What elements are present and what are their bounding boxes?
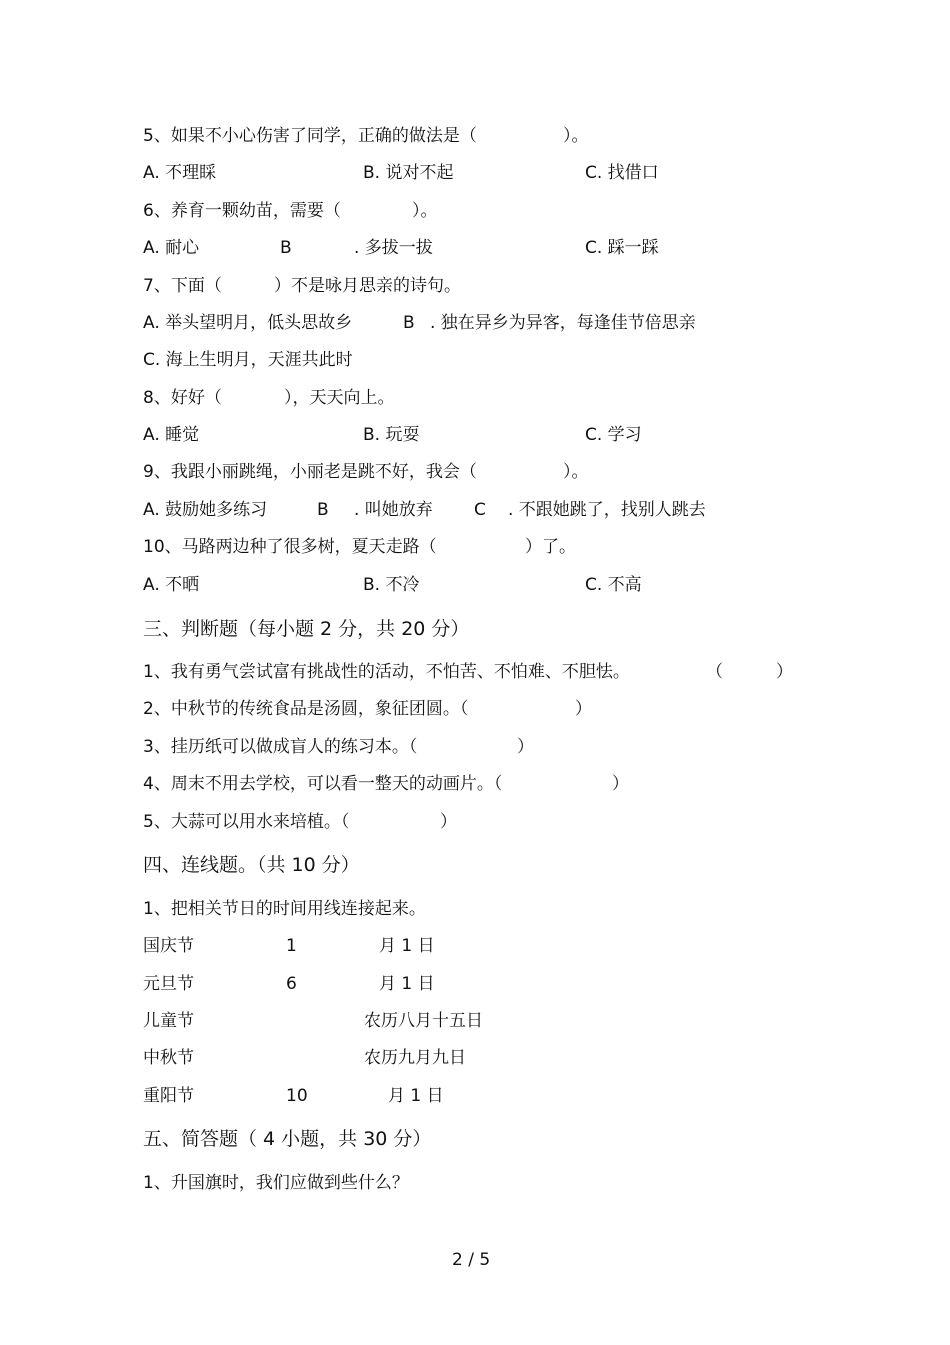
date-1-num: 1 bbox=[286, 936, 297, 956]
q5-option-c: C. 找借口 bbox=[585, 163, 659, 183]
q5-stem: 5、如果不小心伤害了同学，正确的做法是（ bbox=[143, 126, 477, 146]
q9-option-b-letter: B bbox=[317, 500, 329, 520]
q8-option-b: B. 玩耍 bbox=[363, 425, 420, 445]
page-number: 2 / 5 bbox=[452, 1250, 491, 1270]
date-5-rest: 月 1 日 bbox=[388, 1086, 444, 1106]
q10-option-b: B. 不冷 bbox=[363, 575, 420, 595]
date-3-rest: 农历八月十五日 bbox=[364, 1011, 483, 1031]
q8-close: ），天天向上。 bbox=[284, 388, 395, 408]
judge-item-5: 5、大蒜可以用水来培植。（ bbox=[143, 812, 350, 832]
date-2-rest: 月 1 日 bbox=[379, 974, 435, 994]
q6-option-a: A. 耐心 bbox=[143, 238, 200, 258]
section3-heading: 三、判断题（每小题 2 分，共 20 分） bbox=[143, 618, 470, 640]
q7-option-b-letter: B bbox=[403, 313, 415, 333]
q5-option-a: A. 不理睬 bbox=[143, 163, 217, 183]
q7-option-c: C. 海上生明月，天涯共此时 bbox=[143, 350, 353, 370]
section4-heading: 四、连线题。（共 10 分） bbox=[143, 854, 360, 876]
q7-close: ）不是咏月思亲的诗句。 bbox=[274, 276, 461, 296]
festival-national-day: 国庆节 bbox=[143, 936, 194, 956]
q9-option-c-letter: C bbox=[474, 500, 486, 520]
q9-close: ）。 bbox=[563, 462, 589, 482]
q7-option-b-text: . 独在异乡为异客，每逢佳节倍思亲 bbox=[430, 313, 696, 333]
judge-item-1-close: ） bbox=[776, 662, 793, 682]
date-1-rest: 月 1 日 bbox=[379, 936, 435, 956]
judge-item-1-open: （ bbox=[706, 662, 723, 682]
q6-option-b-text: . 多拔一拔 bbox=[354, 238, 433, 258]
short-answer-q1: 1、升国旗时，我们应做到些什么？ bbox=[143, 1173, 409, 1193]
judge-item-4: 4、周末不用去学校，可以看一整天的动画片。（ bbox=[143, 774, 503, 794]
q9-option-b-text: . 叫她放弃 bbox=[354, 500, 433, 520]
section5-heading: 五、简答题（ 4 小题，共 30 分） bbox=[143, 1128, 432, 1150]
q8-option-c: C. 学习 bbox=[585, 425, 642, 445]
q8-option-a: A. 睡觉 bbox=[143, 425, 200, 445]
judge-item-2: 2、中秋节的传统食品是汤圆，象征团圆。（ bbox=[143, 699, 469, 719]
festival-double-ninth: 重阳节 bbox=[143, 1086, 194, 1106]
q5-option-b: B. 说对不起 bbox=[363, 163, 454, 183]
q7-stem: 7、下面（ bbox=[143, 276, 222, 296]
matching-instruction: 1、把相关节日的时间用线连接起来。 bbox=[143, 899, 426, 919]
judge-item-3-close: ） bbox=[517, 737, 534, 757]
q6-option-c: C. 踩一踩 bbox=[585, 238, 659, 258]
q9-option-c-text: . 不跟她跳了，找别人跳去 bbox=[508, 500, 706, 520]
festival-mid-autumn: 中秋节 bbox=[143, 1048, 194, 1068]
q6-stem: 6、养育一颗幼苗，需要（ bbox=[143, 201, 341, 221]
q6-option-b-letter: B bbox=[280, 238, 292, 258]
judge-item-4-close: ） bbox=[612, 774, 629, 794]
q10-close: ）了。 bbox=[525, 537, 576, 557]
q10-option-a: A. 不晒 bbox=[143, 575, 200, 595]
q10-option-c: C. 不高 bbox=[585, 575, 642, 595]
q9-stem: 9、我跟小丽跳绳，小丽老是跳不好，我会（ bbox=[143, 462, 477, 482]
q8-stem: 8、好好（ bbox=[143, 388, 222, 408]
judge-item-2-close: ） bbox=[575, 699, 592, 719]
judge-item-1: 1、我有勇气尝试富有挑战性的活动，不怕苦、不怕难、不胆怯。 bbox=[143, 662, 630, 682]
date-5-num: 10 bbox=[286, 1086, 308, 1106]
judge-item-3: 3、挂历纸可以做成盲人的练习本。（ bbox=[143, 737, 418, 757]
q9-option-a: A. 鼓励她多练习 bbox=[143, 500, 268, 520]
q5-close: ）。 bbox=[563, 126, 589, 146]
q10-stem: 10、马路两边种了很多树，夏天走路（ bbox=[143, 537, 437, 557]
date-4-rest: 农历九月九日 bbox=[364, 1048, 466, 1068]
festival-new-year: 元旦节 bbox=[143, 974, 194, 994]
date-2-num: 6 bbox=[286, 974, 297, 994]
q7-option-a: A. 举头望明月，低头思故乡 bbox=[143, 313, 353, 333]
festival-childrens-day: 儿童节 bbox=[143, 1011, 194, 1031]
judge-item-5-close: ） bbox=[440, 812, 457, 832]
q6-close: ）。 bbox=[412, 201, 438, 221]
